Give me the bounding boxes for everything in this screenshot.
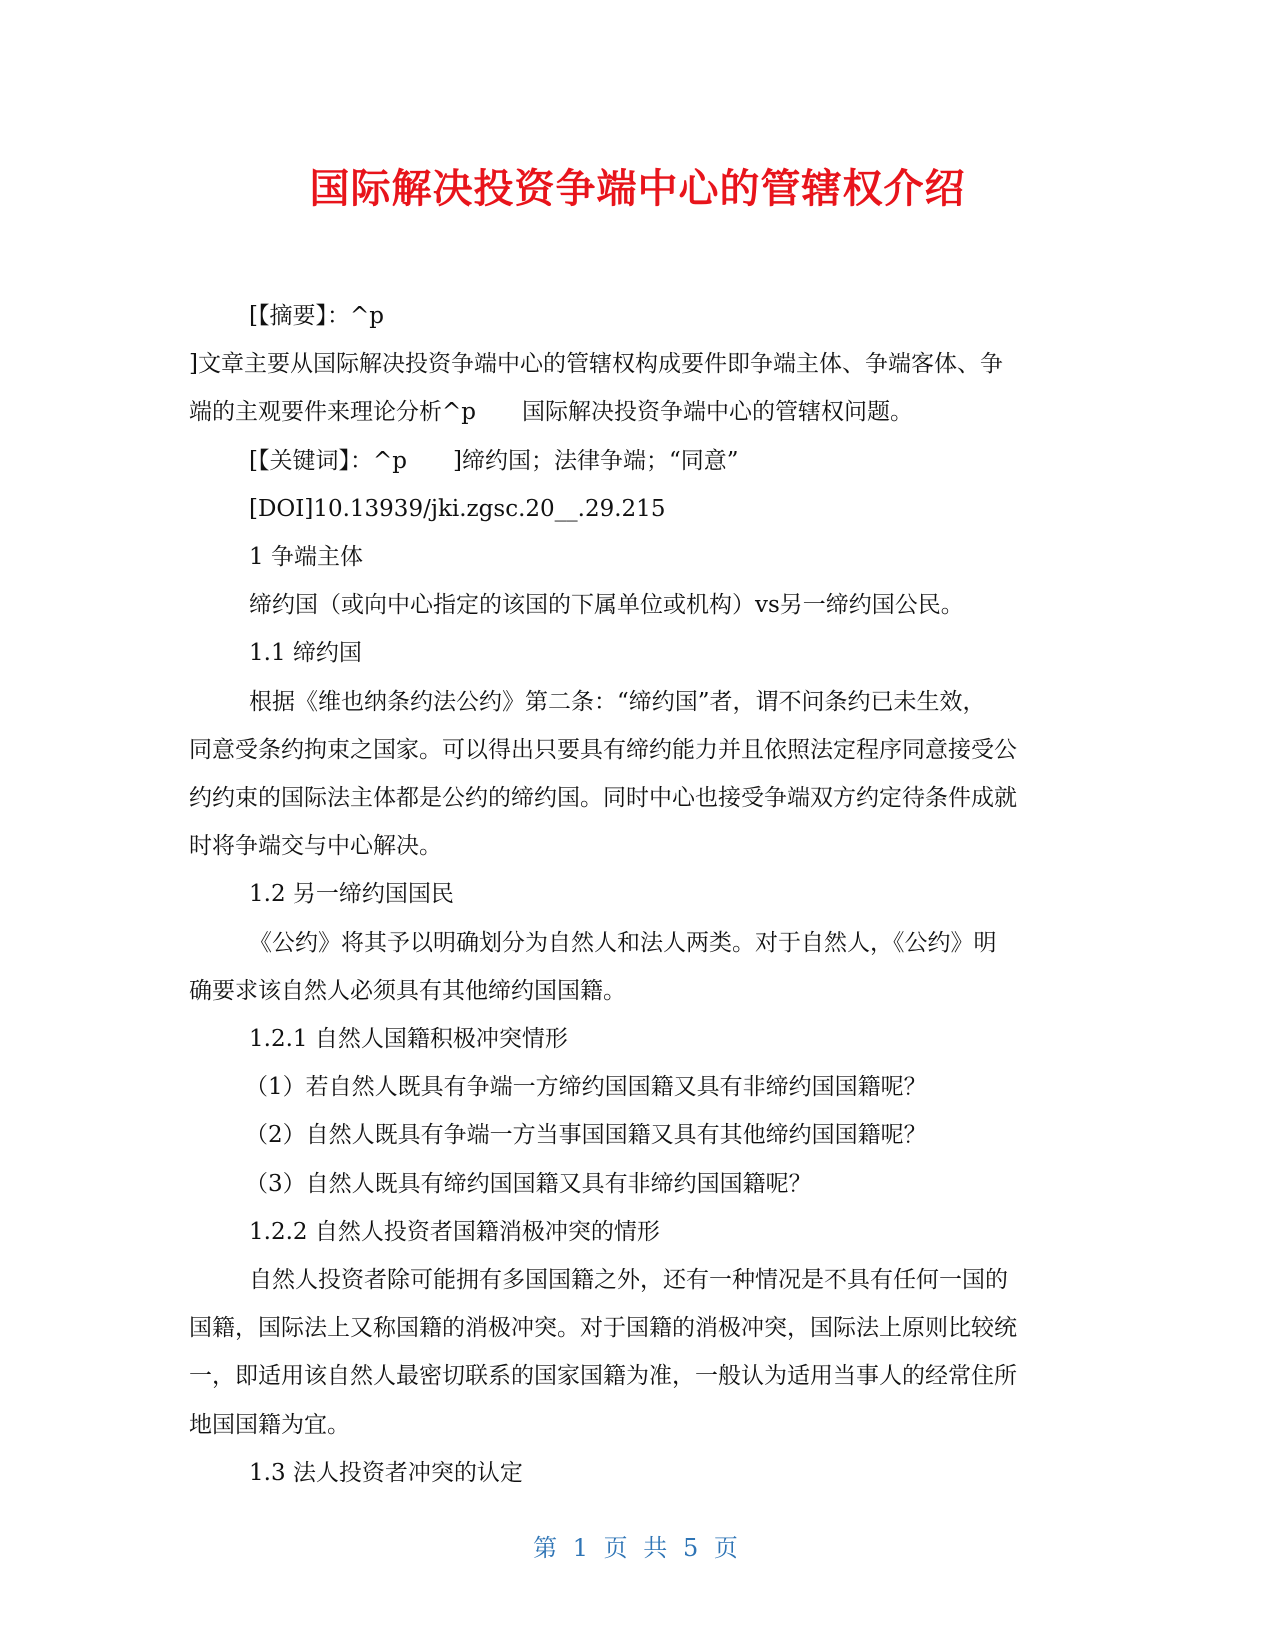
list-item: （2）自然人既具有争端一方当事国国籍又具有其他缔约国国籍呢？ [245, 1122, 927, 1149]
paragraph-line: 国籍，国际法上又称国籍的消极冲突。对于国籍的消极冲突，国际法上原则比较统 [189, 1315, 1017, 1342]
paragraph-line: 一，即适用该自然人最密切联系的国家国籍为准，一般认为适用当事人的经常住所 [189, 1363, 1017, 1390]
abstract-line-2: 端的主观要件来理论分析^p 国际解决投资争端中心的管辖权问题。 [189, 399, 913, 426]
list-item: （3）自然人既具有缔约国国籍又具有非缔约国国籍呢？ [245, 1170, 812, 1197]
page-number-footer: 第 1 页 共 5 页 [533, 1534, 742, 1562]
section-heading-1-2-1: 1.2.1 自然人国籍积极冲突情形 [249, 1026, 568, 1053]
paragraph-line: 《公约》将其予以明确划分为自然人和法人两类。对于自然人，《公约》明 [249, 929, 997, 956]
paragraph-line: 地国国籍为宜。 [189, 1411, 350, 1438]
paragraph-line: 确要求该自然人必须具有其他缔约国国籍。 [189, 977, 626, 1004]
document-title: 国际解决投资争端中心的管辖权介绍 [309, 166, 966, 212]
abstract-line-1: ]文章主要从国际解决投资争端中心的管辖权构成要件即争端主体、争端客体、争 [189, 351, 1003, 378]
paragraph-line: 自然人投资者除可能拥有多国国籍之外，还有一种情况是不具有任何一国的 [249, 1267, 1008, 1294]
section-heading-1-1: 1.1 缔约国 [249, 640, 362, 667]
section-heading-1: 1 争端主体 [249, 544, 363, 571]
list-item: （1）若自然人既具有争端一方缔约国国籍又具有非缔约国国籍呢？ [245, 1074, 927, 1101]
paragraph: 缔约国（或向中心指定的该国的下属单位或机构）vs另一缔约国公民。 [249, 592, 964, 619]
section-heading-1-2-2: 1.2.2 自然人投资者国籍消极冲突的情形 [249, 1218, 660, 1245]
section-heading-1-3: 1.3 法人投资者冲突的认定 [249, 1459, 523, 1486]
paragraph-line: 同意受条约拘束之国家。可以得出只要具有缔约能力并且依照法定程序同意接受公 [189, 736, 1017, 763]
section-heading-1-2: 1.2 另一缔约国国民 [249, 881, 454, 908]
abstract-label: [【摘要】：^p [249, 303, 384, 329]
doi: [DOI]10.13939/jki.zgsc.20__.29.215 [249, 495, 666, 522]
keywords: [【关键词】：^p ]缔约国；法律争端；“同意” [249, 447, 739, 474]
paragraph-line: 时将争端交与中心解决。 [189, 833, 442, 860]
paragraph-line: 根据《维也纳条约法公约》第二条：“缔约国”者，谓不问条约已未生效， [249, 688, 986, 715]
document-body [189, 292, 1089, 1497]
paragraph-line: 约约束的国际法主体都是公约的缔约国。同时中心也接受争端双方约定待条件成就 [189, 785, 1017, 812]
